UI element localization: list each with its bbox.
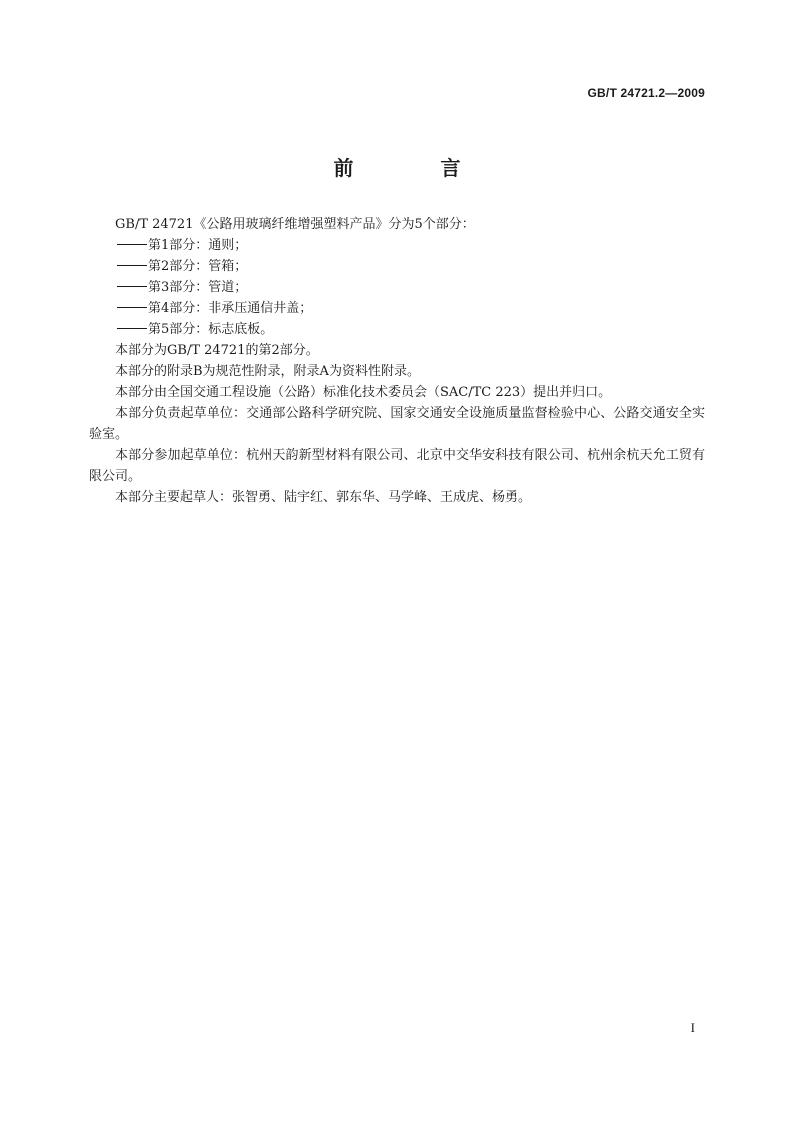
dash-icon [117, 244, 147, 245]
page-title: 前 言 [333, 156, 501, 180]
list-item: 第3部分：管道； [89, 277, 705, 298]
body-paragraph: 本部分负责起草单位：交通部公路科学研究院、国家交通安全设施质量监督检验中心、公路交通安全实验室。 [89, 406, 705, 442]
standard-code: GB/T 24721.2—2009 [587, 86, 705, 100]
list-item: 第2部分：管箱； [89, 256, 705, 277]
dash-icon [117, 286, 147, 287]
dash-icon [117, 265, 147, 266]
list-item: 第1部分：通则； [89, 235, 705, 256]
body-paragraph: 本部分参加起草单位：杭州天韵新型材料有限公司、北京中交华安科技有限公司、杭州余杭天允工贸有限公司。 [89, 448, 705, 484]
body-paragraph: 本部分为GB/T 24721的第2部分。 [115, 343, 319, 358]
page-number: I [690, 1020, 695, 1035]
body-paragraph: 本部分由全国交通工程设施（公路）标准化技术委员会（SAC/TC 223）提出并归口。 [115, 385, 612, 400]
body-paragraph: 本部分主要起草人：张智勇、陆宇红、郭东华、马学峰、王成虎、杨勇。 [115, 490, 532, 505]
list-item: 第4部分：非承压通信井盖； [89, 298, 705, 319]
list-item: 第5部分：标志底板。 [89, 319, 705, 340]
parts-list [89, 235, 705, 340]
dash-icon [117, 307, 147, 308]
dash-icon [117, 328, 147, 329]
intro-paragraph: GB/T 24721《公路用玻璃纤维增强塑料产品》分为5个部分： [115, 217, 475, 232]
body-paragraph: 本部分的附录B为规范性附录，附录A为资料性附录。 [115, 364, 420, 379]
document-body [89, 214, 705, 508]
